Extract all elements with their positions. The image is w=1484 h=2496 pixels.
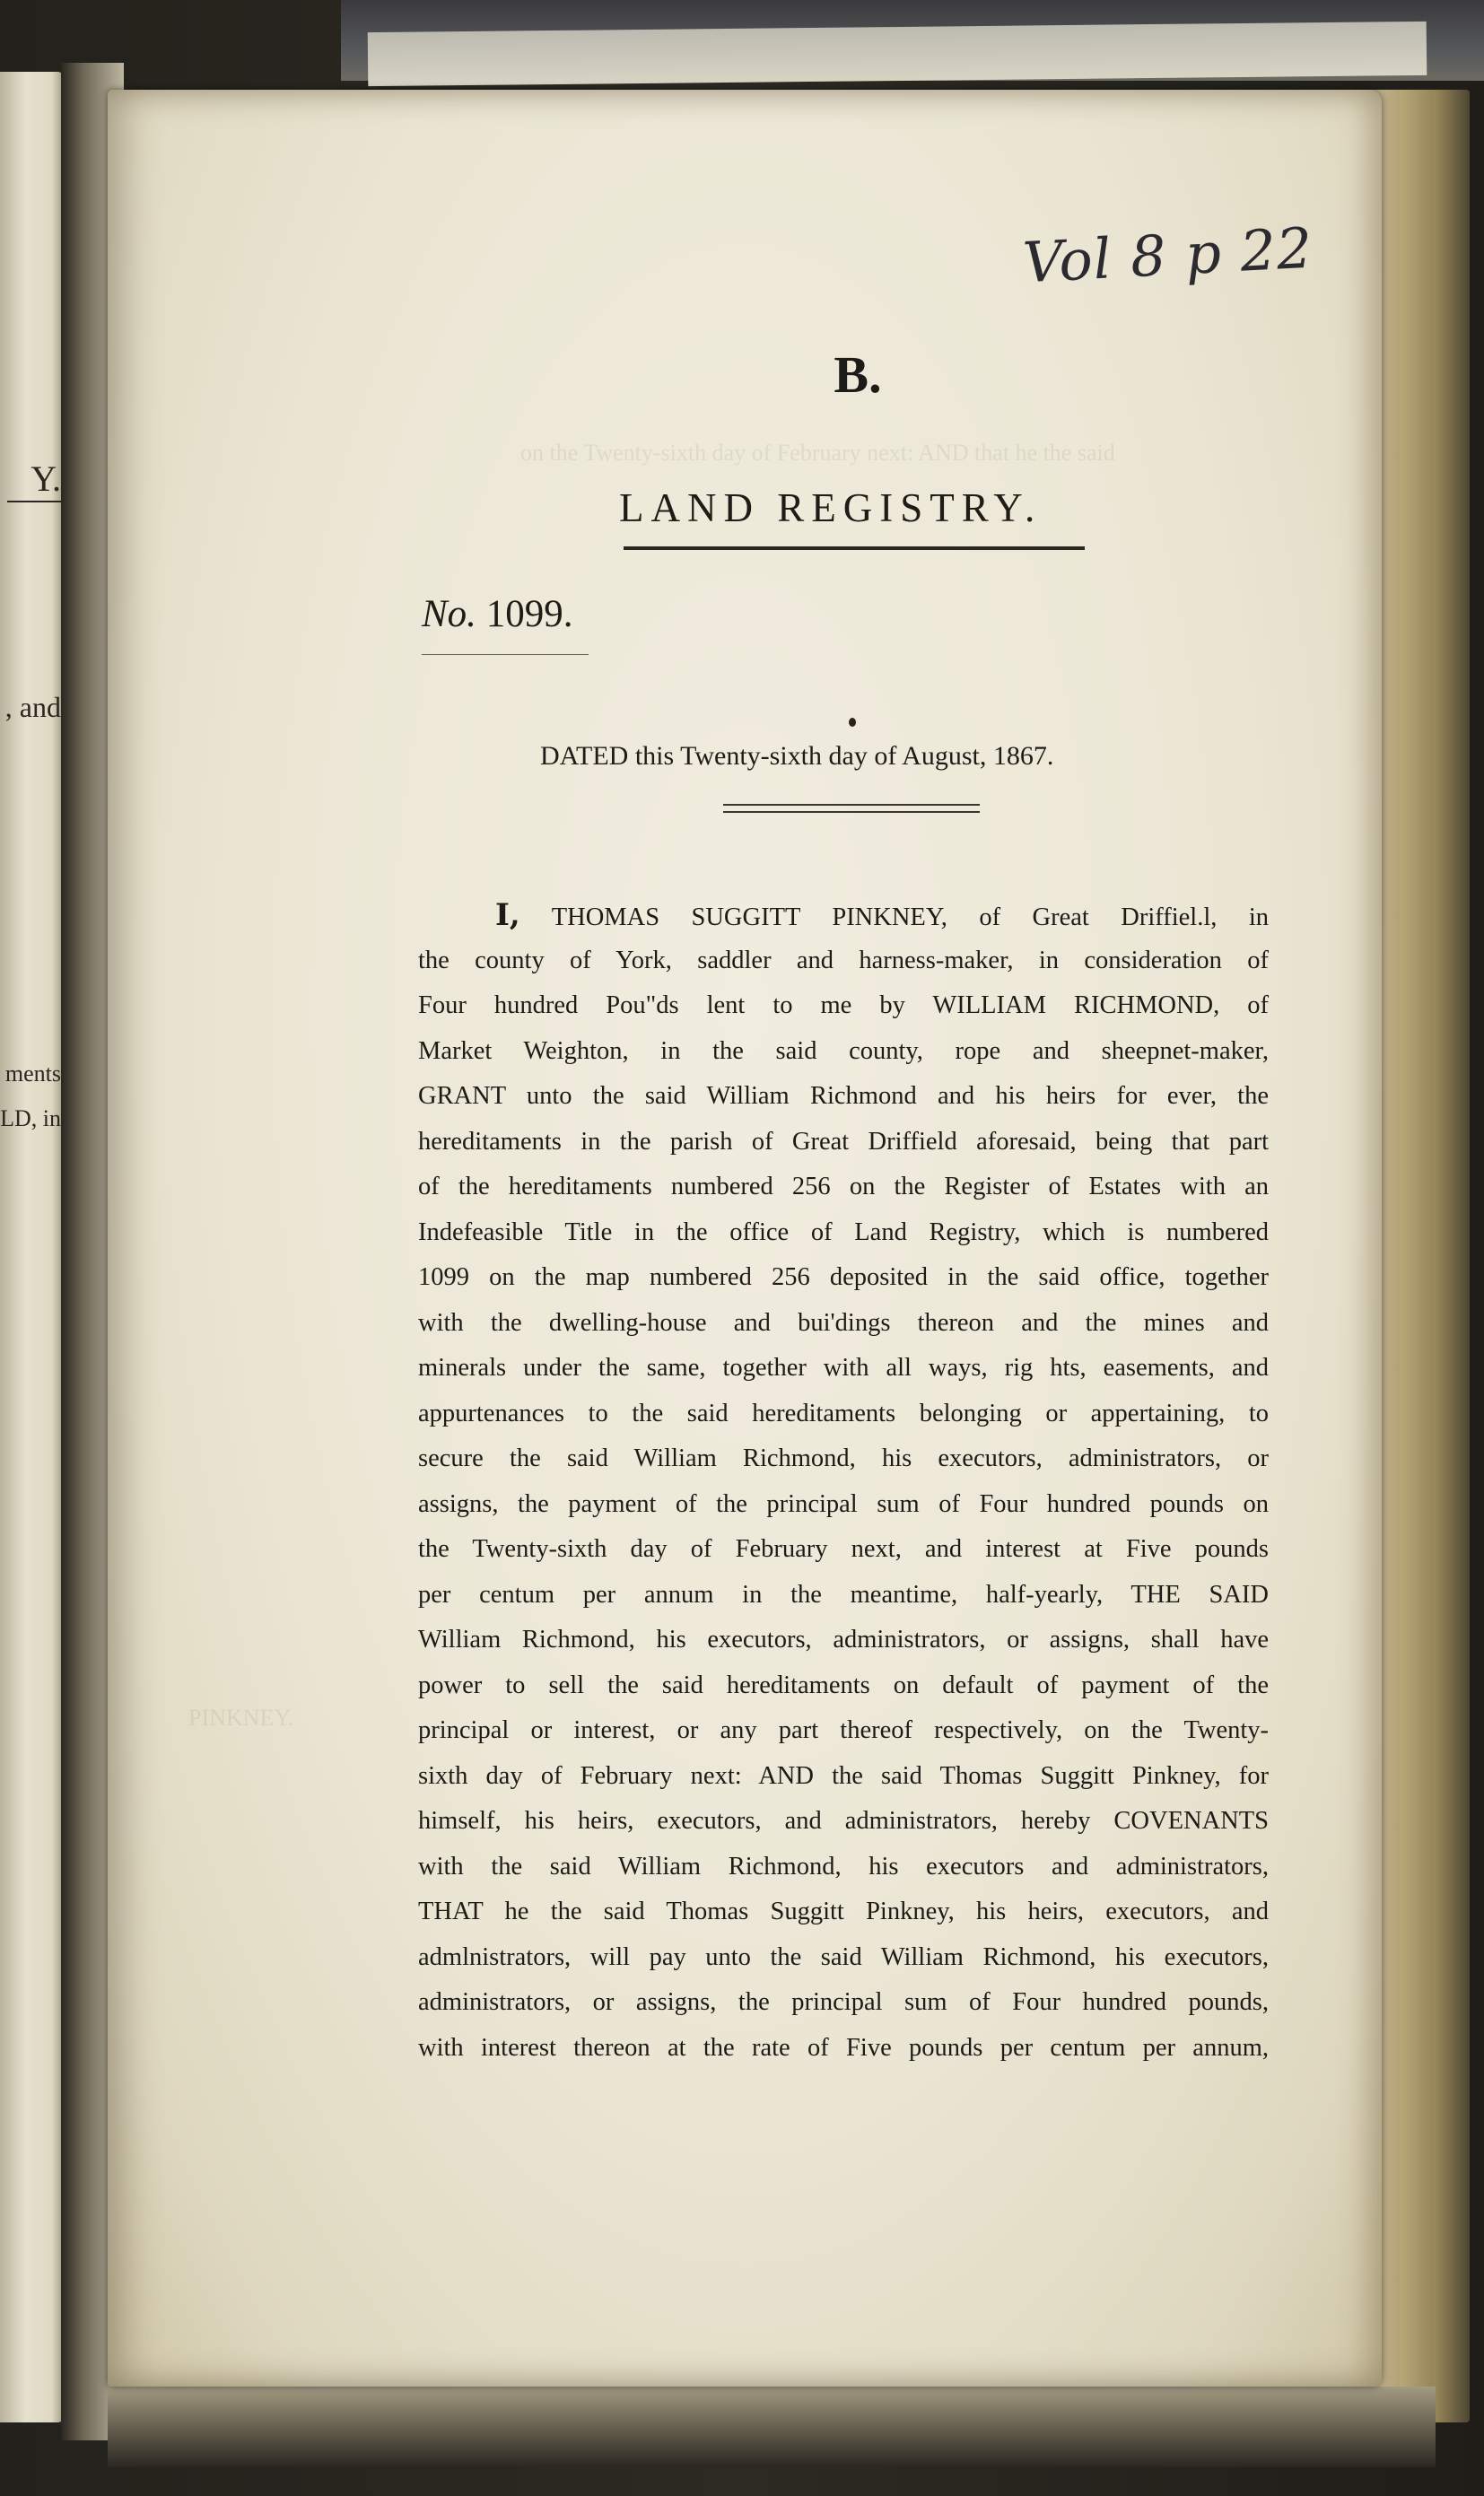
registry-number-value: 1099. xyxy=(485,593,573,635)
left-fragment-3: ments xyxy=(4,1060,61,1087)
body-line: minerals under the same, together with all ways, rig hts, easements, and xyxy=(418,1354,1269,1382)
body-line: sixth day of February next: AND the said Thomas Suggitt Pinkney, for xyxy=(418,1761,1269,1790)
date-line: DATED this Twenty-sixth day of August, 1867. xyxy=(540,741,1054,771)
body-line: Market Weighton, in the said county, rope and sheepnet-maker, xyxy=(418,1036,1269,1065)
body-line: William Richmond, his executors, administrators, or assigns, shall have xyxy=(418,1626,1269,1654)
ink-speck xyxy=(849,718,856,727)
body-line: Four hundred Pou"ds lent to me by WILLIAM RICHMOND, of xyxy=(418,991,1269,1019)
bleed-through-signature: PINKNEY. xyxy=(188,1705,294,1731)
body-line: GRANT unto the said William Richmond and his heirs for ever, the xyxy=(418,1082,1269,1110)
body-line: I, THOMAS SUGGITT PINKNEY, of Great Driffiel.l, in xyxy=(495,897,1269,933)
body-line: principal or interest, or any part thereof respectively, on the Twenty- xyxy=(418,1716,1269,1744)
body-line: power to sell the said hereditaments on default of payment of the xyxy=(418,1671,1269,1699)
body-line: himself, his heirs, executors, and administrators, hereby COVENANTS xyxy=(418,1807,1269,1835)
body-line: secure the said William Richmond, his executors, administrators, or xyxy=(418,1444,1269,1472)
left-fragment-2: , and xyxy=(4,691,61,723)
left-fragment-rule xyxy=(7,501,61,502)
body-line: the Twenty-sixth day of February next, and interest at Five pounds xyxy=(418,1535,1269,1563)
body-line: of the hereditaments numbered 256 on the Register of Estates with an xyxy=(418,1173,1269,1200)
handwritten-volume-annotation: Vol 8 p 22 xyxy=(1021,214,1315,296)
date-double-rule-top xyxy=(723,804,980,806)
registry-number-prefix: No. xyxy=(422,593,476,635)
left-fragment-4: LD, in xyxy=(0,1105,61,1131)
top-stacked-sheet xyxy=(368,22,1427,86)
body-line: hereditaments in the parish of Great Driffield aforesaid, being that part xyxy=(418,1127,1269,1156)
body-line: with the dwelling-house and bui'dings thereon and the mines and xyxy=(418,1308,1269,1337)
registry-number-rule xyxy=(422,654,589,655)
title-underline xyxy=(624,546,1085,550)
body-line: administrators, or assigns, the principal sum of Four hundred pounds, xyxy=(418,1988,1269,2016)
page-stack-edge-3 xyxy=(1434,90,1470,2422)
schedule-letter: B. xyxy=(834,345,882,404)
registry-number xyxy=(422,592,572,636)
deed-body xyxy=(418,893,1269,2071)
body-line: admlnistrators, will pay unto the said William Richmond, his executors, xyxy=(418,1942,1269,1971)
body-line: per centum per annum in the meantime, half-yearly, THE SAID xyxy=(418,1580,1269,1609)
ornamental-initial: I, xyxy=(495,897,520,933)
body-line: with interest thereon at the rate of Five pounds per centum per annum, xyxy=(418,2033,1269,2062)
body-line: Indefeasible Title in the office of Land Registry, which is numbered xyxy=(418,1217,1269,1246)
body-line: with the said William Richmond, his executors and administrators, xyxy=(418,1852,1269,1881)
body-line: 1099 on the map numbered 256 deposited in the said office, together xyxy=(418,1263,1269,1291)
body-line: assigns, the payment of the principal sum of Four hundred pounds on xyxy=(418,1489,1269,1518)
document-title: LAND REGISTRY. xyxy=(619,485,1043,530)
bottom-shadow-band xyxy=(108,2387,1436,2467)
left-facing-page xyxy=(0,72,65,2422)
left-fragment-1: Y. xyxy=(31,458,61,499)
date-double-rule-bottom xyxy=(723,811,980,813)
body-line: appurtenances to the said hereditaments belonging or appertaining, to xyxy=(418,1399,1269,1427)
bleed-through-text: on the Twenty-sixth day of February next: AND that he the said xyxy=(520,440,1115,466)
body-line: the county of York, saddler and harness-maker, in consideration of xyxy=(418,946,1269,974)
body-line: THAT he the said Thomas Suggitt Pinkney, his heirs, executors, and xyxy=(418,1898,1269,1925)
